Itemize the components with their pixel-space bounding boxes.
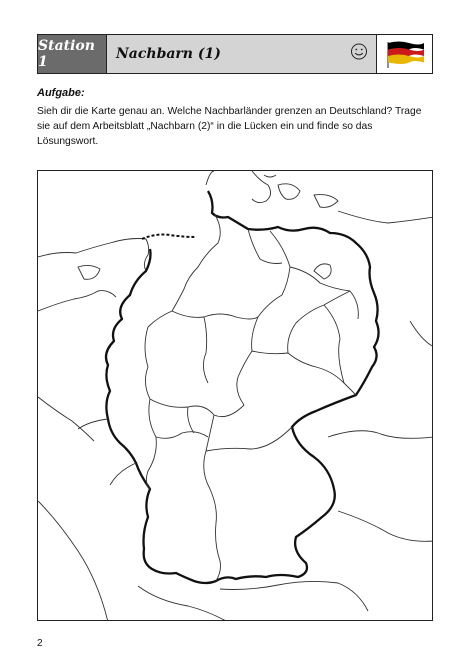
task-text: Sieh dir die Karte genau an. Welche Nachbarländer grenzen an Deutschland? Trage sie auf dem Arbeitsblatt „Nachbarn (2)“ in die Lücken ein und finde so das Lösungswort.: [37, 106, 422, 147]
germany-map: [37, 170, 433, 621]
station-label: Station 1: [38, 35, 107, 73]
title-cell: [107, 35, 376, 73]
smiley-face-icon: [350, 43, 368, 66]
flag-cell: [376, 35, 432, 73]
german-flag-icon: [385, 40, 425, 68]
station-header: [37, 34, 433, 74]
station-title: Nachbarn (1): [116, 46, 221, 62]
task-label: Aufgabe:: [37, 87, 85, 99]
germany-outline-map-icon: [38, 171, 433, 621]
page-number: 2: [37, 638, 43, 649]
